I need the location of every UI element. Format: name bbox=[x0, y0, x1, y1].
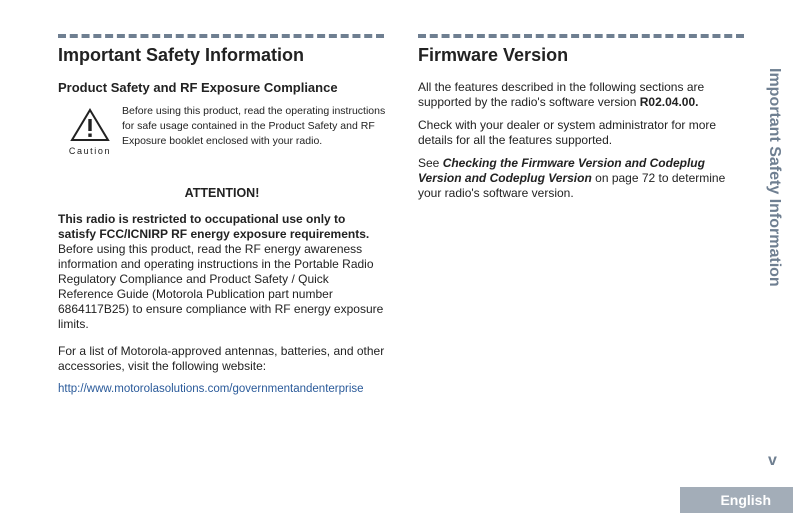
firmware-paragraph-1 bbox=[418, 80, 748, 110]
side-tab-label: Important Safety Information bbox=[766, 68, 783, 287]
firmware-p3-rest: on page 72 to determine your radio's software version. bbox=[418, 171, 726, 200]
section-heading-safety: Important Safety Information bbox=[58, 45, 305, 65]
section-divider bbox=[58, 34, 384, 38]
left-column bbox=[58, 34, 386, 397]
language-tab bbox=[680, 487, 793, 513]
attention-body-text: Before using this product, read the RF energy awareness information and operating instructions in the Portable Radio Regulatory Compliance and Product Safety / Quick Reference Guide (Motorola Publication part number 6864117B25) to ensure compliance with RF energy exposure limits. bbox=[58, 242, 384, 331]
caution-icon-wrap bbox=[58, 104, 122, 156]
caution-block bbox=[58, 104, 386, 156]
subheading-rf-compliance: Product Safety and RF Exposure Compliance bbox=[58, 80, 338, 95]
right-column bbox=[418, 34, 748, 209]
section-divider bbox=[418, 34, 744, 38]
page-number: v bbox=[768, 452, 777, 469]
motorola-website-link[interactable]: http://www.motorolasolutions.com/governmentandenterprise bbox=[58, 383, 364, 395]
attention-title: ATTENTION! bbox=[184, 186, 260, 200]
section-heading-firmware: Firmware Version bbox=[418, 45, 569, 65]
firmware-p1-text: All the features described in the following sections are supported by the radio's software version bbox=[418, 80, 705, 109]
language-tab-label: English bbox=[720, 492, 771, 508]
accessories-paragraph: For a list of Motorola-approved antennas, batteries, and other accessories, visit the following website: bbox=[58, 344, 385, 373]
firmware-paragraph-2: Check with your dealer or system administrator for more details for all the features supported. bbox=[418, 118, 717, 147]
caution-label: Caution bbox=[68, 146, 112, 156]
firmware-version-value: R02.04.00. bbox=[639, 95, 699, 109]
caution-text: Before using this product, read the operating instructions for safe usage contained in the Product Safety and RF Exposure booklet enclosed with your radio. bbox=[122, 105, 386, 147]
firmware-cross-reference[interactable]: Checking the Firmware Version and Codeplug Version and Codeplug Version bbox=[418, 156, 705, 185]
attention-paragraph bbox=[58, 212, 386, 332]
attention-bold-text: This radio is restricted to occupational use only to satisfy FCC/ICNIRP RF energy exposure requirements. bbox=[58, 212, 370, 241]
side-section-tab bbox=[764, 68, 784, 318]
firmware-p3-see: See bbox=[418, 156, 443, 170]
caution-triangle-icon bbox=[70, 108, 110, 142]
firmware-paragraph-3 bbox=[418, 156, 748, 201]
